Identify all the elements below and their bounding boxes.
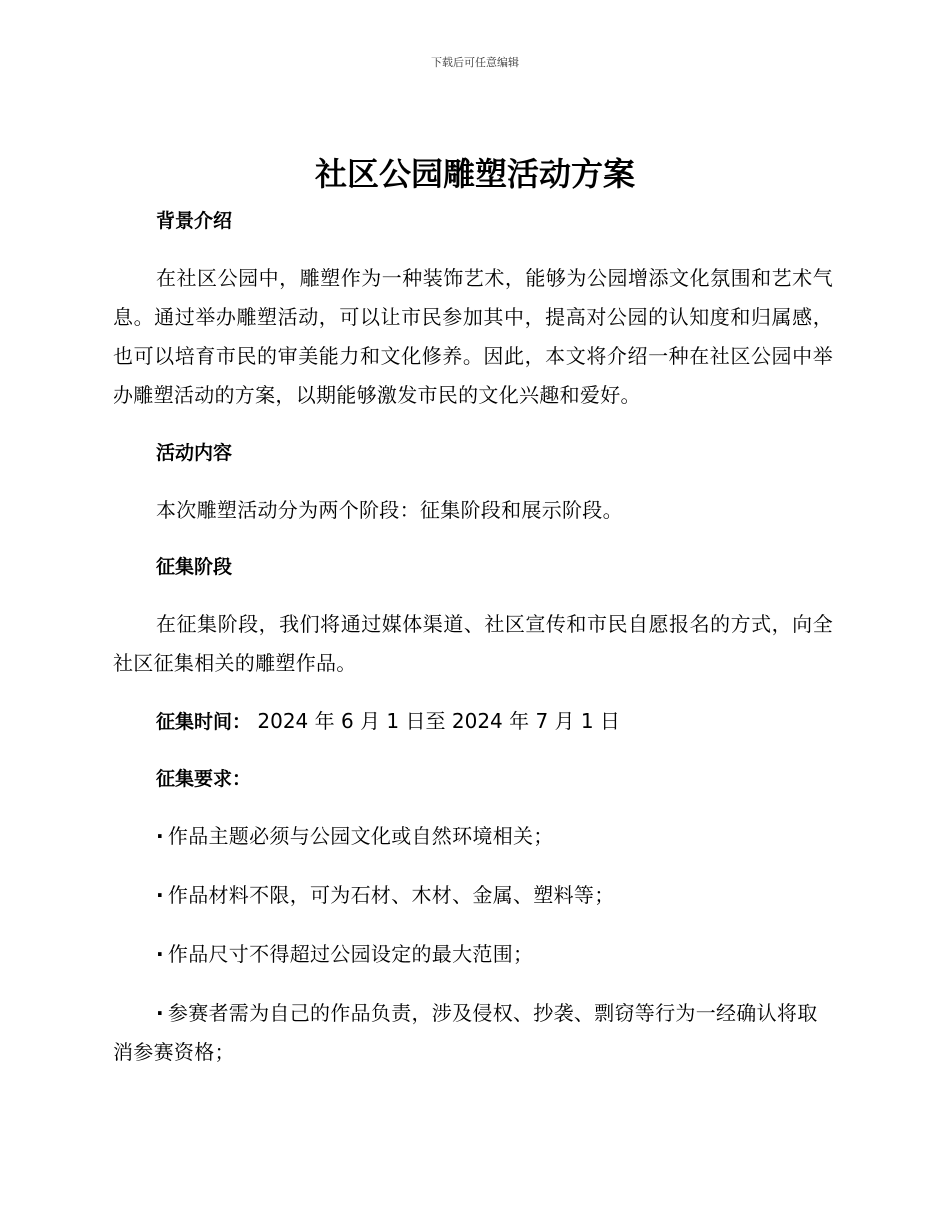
section-heading-background: 背景介绍: [156, 210, 233, 232]
collection-time-value: 2024 年 6 月 1 日至 2024 年 7 月 1 日: [257, 709, 621, 733]
section-heading-activity: 活动内容: [156, 442, 233, 464]
collection-requirements-line: [113, 760, 833, 797]
requirement-item: [113, 876, 833, 915]
bullet-icon: ·: [156, 1001, 164, 1025]
document-body: [113, 203, 833, 1072]
collection-time-label: 征集时间：: [156, 711, 252, 733]
requirement-text: 参赛者需为自己的作品负责，涉及侵权、抄袭、剽窃等行为一经确认将取消参赛资格；: [113, 1001, 818, 1064]
requirement-item: [113, 935, 833, 974]
collection-requirements-label: 征集要求：: [156, 768, 252, 790]
activity-paragraph: 本次雕塑活动分为两个阶段：征集阶段和展示阶段。: [156, 498, 623, 522]
bullet-icon: ·: [156, 824, 164, 848]
collection-time-line: [113, 703, 833, 740]
bullet-icon: ·: [156, 883, 164, 907]
requirement-text: 作品尺寸不得超过公园设定的最大范围；: [167, 942, 534, 966]
collection-paragraph: 在征集阶段，我们将通过媒体渠道、社区宣传和市民自愿报名的方式，向全社区征集相关的雕塑作品。: [113, 612, 833, 675]
requirement-text: 作品材料不限，可为石材、木材、金属、塑料等；: [167, 883, 615, 907]
section-heading-collection: 征集阶段: [156, 556, 233, 578]
bullet-icon: ·: [156, 942, 164, 966]
requirement-text: 作品主题必须与公园文化或自然环境相关；: [167, 824, 554, 848]
document-title: 社区公园雕塑活动方案: [314, 155, 635, 193]
header-note: 下载后可任意编辑: [431, 56, 519, 69]
requirement-item: [113, 994, 833, 1072]
requirement-item: [113, 817, 833, 856]
background-paragraph: 在社区公园中，雕塑作为一种装饰艺术，能够为公园增添文化氛围和艺术气息。通过举办雕塑活动，可以让市民参加其中，提高对公园的认知度和归属感，也可以培育市民的审美能力和文化修养。因此，本文将介绍一种在社区公园中举办雕塑活动的方案，以期能够激发市民的文化兴趣和爱好。: [113, 266, 833, 407]
